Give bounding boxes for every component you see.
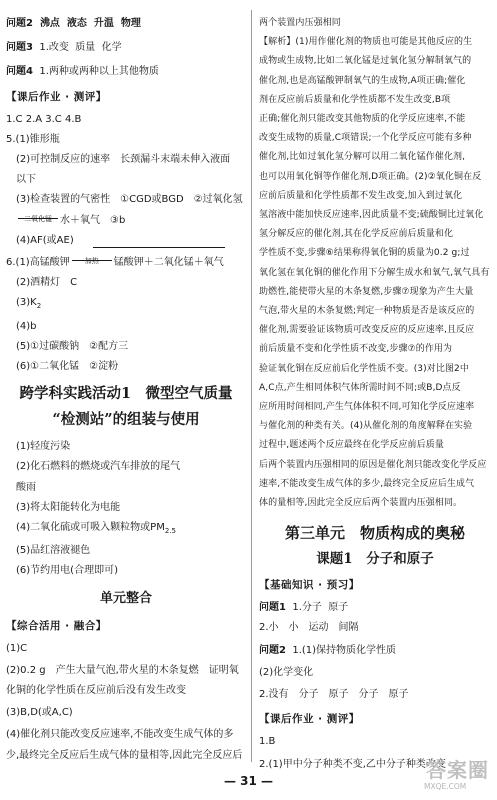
section-header-homework: 【课后作业 · 测评】: [259, 713, 360, 726]
explanation-line: 气泡,带火星的木条复燃;判定一种物质是否是该反应的: [259, 306, 475, 317]
answer-line: (4)二氧化硫或可吸入颗粒物或$PM_{2.5}$: [16, 522, 176, 536]
answer-line: (2)化石燃料的燃烧或汽车排放的尾气: [16, 461, 181, 473]
reaction-arrow: 加热: [72, 260, 112, 261]
explanation-line: 氧化氢在氧化铜的催化作用下分解生成水和氧气,氧气具有: [259, 267, 490, 278]
answer-line: 1.B: [259, 736, 276, 748]
answer-line: (2)0.2 g 产生大量气泡,带火星的木条复燃 证明氧: [6, 664, 239, 676]
answer-line: 化铜的化学性质在反应前后没有发生改变: [6, 685, 186, 697]
activity-title: “检测站”的组装与使用: [52, 411, 200, 429]
answer-line: 2.(1)甲中分子种类不变,乙中分子种类改变: [259, 758, 446, 770]
answer-line: (5)①过碳酸钠 ②配方三: [16, 340, 129, 352]
unit-title: 第三单元 物质构成的奥秘: [284, 524, 465, 543]
page-number: — 31 —: [223, 774, 274, 788]
explanation-line: 学性质不变,步骤⑥结果称得氧化铜的质量为0.2 g;过: [259, 248, 470, 259]
explanation-line: 速率,不能改变生成气体的多少,最终完全反应后生成气: [259, 478, 475, 489]
section-header-basic: 【基础知识 · 预习】: [259, 579, 360, 592]
explanation-line: 与催化剂的种类有关。(4)从催化剂的角度解释在实验: [259, 421, 473, 432]
lesson-title: 课题1 分子和原子: [316, 551, 434, 568]
explanation-line: 验证氧化铜在反应前后化学性质不变。(3)对比图2中: [259, 363, 469, 374]
answer-line: (3)将太阳能转化为电能: [16, 501, 121, 513]
answer-line: $(3)K_2$: [16, 297, 42, 311]
answer-line: (2)酒精灯 C: [16, 277, 78, 289]
answer-line: 问题1 1.分子 原子: [259, 602, 349, 614]
answer-line: (6)①二氧化锰 ②淀粉: [16, 361, 119, 373]
explanation-line: 正确;催化剂只能改变其他物质的化学反应速率,不能: [259, 114, 466, 125]
answer-line: (4)催化剂只能改变反应速率,不能改变生成气体的多: [6, 729, 234, 741]
explanation-line: 体的量相等,因此完全反应后两个装置内压强相同。: [259, 498, 463, 509]
equation-line: 二氧化锰 水＋氧气 ③b: [6, 211, 246, 231]
answer-line: (2)化学变化: [259, 666, 314, 678]
answer-line: 酸雨: [16, 481, 36, 493]
explanation-line: 成物或生成物,比如二氧化锰是过氧化氢分解制氧气的: [259, 56, 472, 67]
explanation-line: 【解析】(1)用作催化剂的物质也可能是其他反应的生: [259, 37, 473, 48]
answer-line: 2.小 小 运动 间隔: [259, 622, 359, 634]
answer-line: 1.C 2.A 3.C 4.B: [6, 113, 82, 125]
explanation-line: 催化剂,需要验证该物质可改变反应的反应速率,且反应: [259, 325, 475, 336]
reaction-arrow: 二氧化锰: [18, 218, 58, 219]
activity-title: 跨学科实践活动1 微型空气质量: [19, 385, 233, 403]
answer-line: 5.(1)锥形瓶: [6, 133, 60, 145]
explanation-line: 前后质量不变和化学性质不改变,步骤⑦的作用为: [259, 344, 453, 355]
explanation-line: 应所用时间相同,产生气体体积不同,可知化学反应速率: [259, 402, 475, 413]
answer-line: 问题4 1.两种或两种以上其他物质: [6, 66, 159, 78]
explanation-line: A,C点,产生相同体积气体所需时间不同;或B,D点反: [259, 382, 461, 393]
watermark-logo: 答案圈 MXQE.COM: [424, 758, 489, 791]
answer-line: 少,最终完全反应后生成气体的量相等,因此完全反应后: [6, 749, 243, 761]
unit-summary-title: 单元整合: [99, 590, 152, 606]
column-divider: [251, 10, 252, 762]
explanation-line: 氢溶液中能加快反应速率,因此质量不变;硫酸铜比过氧化: [259, 210, 484, 221]
answer-line: (4)b: [16, 320, 37, 332]
answer-line: (1)C: [6, 642, 28, 654]
explanation-line: 改变生成物的质量,C项错误;一个化学反应可能有多种: [259, 133, 472, 144]
left-column: [6, 14, 246, 766]
blank-underline: [93, 247, 225, 248]
answer-line: (1)轻度污染: [16, 441, 71, 453]
equation-line: 6.(1)高锰酸钾 加热 锰酸钾＋二氧化锰＋氧气: [6, 257, 224, 269]
explanation-line: 后两个装置内压强相同的原因是催化剂只能改变化学反应: [259, 459, 487, 470]
explanation-line: 应前后质量和化学性质都不发生改变,加入到过氧化: [259, 190, 463, 201]
answer-line: 问题3 1.改变 质量 化学: [6, 42, 122, 54]
answer-line: (2)可控制反应的速率 长颈漏斗末端未伸入液面: [16, 154, 231, 166]
answer-line: (6)节约用电(合理即可): [16, 565, 118, 577]
explanation-line: 过程中,题述两个反应最终在化学反应前后质量: [259, 440, 444, 451]
right-column: [259, 14, 491, 775]
answer-line: (3)检查装置的气密性 ①CGD或BGD ②过氧化氢: [16, 194, 243, 206]
answer-line: 问题2 1.(1)保持物质化学性质: [259, 644, 397, 656]
explanation-line: 剂在反应前后质量和化学性质都不发生改变,B项: [259, 94, 451, 105]
explanation-line: 也可以用氧化铜等作催化剂,D项正确。(2)②氧化铜在反: [259, 171, 482, 182]
section-header-homework: 【课后作业 · 测评】: [6, 90, 107, 103]
section-header-comprehensive: 【综合活用 · 融合】: [6, 619, 107, 632]
answer-line: (5)品红溶液褪色: [16, 545, 91, 557]
answer-line: 问题2 沸点 液态 升温 物理: [6, 18, 141, 29]
explanation-line: 氢分解反应的催化剂,其在化学反应前后质量和化: [259, 229, 454, 240]
answer-line: 以下: [16, 174, 36, 186]
answer-line: (4)AF(或AE): [16, 234, 74, 246]
answer-line: (3)B,D(或A,C): [6, 707, 73, 719]
explanation-block: [259, 14, 491, 513]
explanation-line: 助燃性,能使带火星的木条复燃,步骤⑦现象为产生大量: [259, 286, 474, 297]
answer-line: 2.没有 分子 原子 分子 原子: [259, 689, 409, 701]
explanation-line: 两个装置内压强相同: [259, 18, 341, 28]
explanation-line: 催化剂,比如过氧化氢分解可以用二氧化锰作催化剂,: [259, 152, 466, 163]
explanation-line: 催化剂,也是高锰酸钾制氧气的生成物,A项正确;催化: [259, 75, 466, 86]
